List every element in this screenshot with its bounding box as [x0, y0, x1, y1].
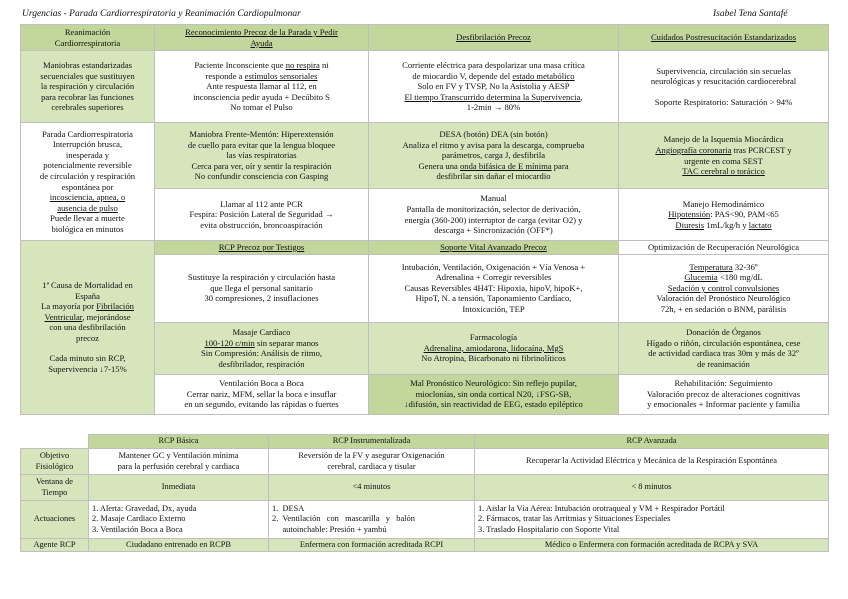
col1-header: Reanimación Cardiorrespiratoria — [21, 25, 155, 51]
agente-instr: Enfermera con formación acreditada RCPI — [269, 539, 475, 552]
document-title: Urgencias - Parada Cardiorrespiratoria y Reanimación Cardiopulmonar — [22, 9, 301, 19]
rcp-levels-table — [20, 434, 829, 552]
header-instrumentalizada: RCP Instrumentalizada — [269, 435, 475, 449]
sva-header: Soporte Vital Avanzado Precoz — [369, 241, 619, 255]
agente-basica: Ciudadano entrenado en RCPB — [89, 539, 269, 552]
col2-header: Reconocimiento Precoz de la Parada y Pedir Ayuda — [155, 25, 369, 51]
corner-empty — [21, 435, 89, 449]
actuaciones-basica: 1. Alerta: Gravedad, Dx, ayuda 2. Masaje Cardiaco Externo 3. Ventilación Boca a Boca — [89, 501, 269, 539]
rehabilitation-cell: Rehabilitación: Seguimiento Valoración precoz de alteraciones cognitivas y emocionales + Informar paciente y familia — [619, 374, 829, 414]
head-tilt-chin-lift: Maniobra Frente-Mentón: Hiperextensión de cuello para evitar que la lengua bloquee las vías respiratorias Cerca para ver, oír y sentir la respiración No confundir consciencia con Gasping — [155, 123, 369, 189]
desa-cell: DESA (botón) DEA (sin botón) Analiza el ritmo y avisa para la descarga, comprueba parámetros, carga J, desfibrila Genera una onda bifásica de E mínima para desfibrilar sin dañar el miocardio — [369, 123, 619, 189]
objetivo-basica: Mantener GC y Ventilación mínima para la perfusión cerebral y cardiaca — [89, 449, 269, 475]
agente-avanz: Médico o Enfermera con formación acreditada de RCPA y SVA — [475, 539, 829, 552]
row-label-agente: Agente RCP — [21, 539, 89, 552]
header-basica: RCP Básica — [89, 435, 269, 449]
defib-definition: Corriente eléctrica para despolarizar una masa crítica de miocardio V, depende del estado metabólico Solo en FV y TVSP, No la Asistolia y AESP El tiempo Transcurrido determina la Supervivencia, 1-2min → 80% — [369, 51, 619, 123]
neuro-prognosis-cell: Mal Pronóstico Neurológico: Sin reflejo pupilar, mioclonías, sin onda cortical N20, ↓FSG-SB, ↓difusión, sin reactividad de EEG, estado epiléptico — [369, 374, 619, 414]
manual-defib-cell: Manual Pantalla de monitorización, selector de derivación, energía (360-200) interruptor de carga (evitar O2) y descarga + Sincronización (OFF*) — [369, 189, 619, 241]
col3-header: Desfibrilación Precoz — [369, 25, 619, 51]
pharmacology-cell: Farmacología Adrenalina, amiodarona, lidocaína, MgS No Atropina, Bicarbonato ni fibrinolíticos — [369, 322, 619, 374]
objetivo-avanz: Recuperar la Actividad Eléctrica y Mecánica de la Respiración Espontánea — [475, 449, 829, 475]
call-112-cell: Llamar al 112 ante PCR Fespira: Posición Lateral de Seguridad → evita obstrucción, broncoaspiración — [155, 189, 369, 241]
bystander-rcp-cell: Sustituye la respiración y circulación hasta que llega el personal sanitario 30 compresiones, 2 insuflaciones — [155, 254, 369, 322]
mortality-cell: 1ª Causa de Mortalidad en España La mayoría por Fibrilación Ventricular, mejorándose con una desfibrilación precoz Cada minuto sin RCP, Supervivencia ↓7-15% — [21, 241, 155, 415]
recognition-cell: Paciente Inconsciente que no respira ni responde a estímulos sensoriales Ante respuesta llamar al 112, en inconsciencia pedir ayuda + Decúbito S No tomar el Pulso — [155, 51, 369, 123]
hemodynamic-management: Manejo Hemodinámico Hipotensión: PAS<90, PAM<65 Diuresis 1mL/kg/h y lactato — [619, 189, 829, 241]
row-label-ventana: Ventana de Tiempo — [21, 475, 89, 501]
ventana-basica: Inmediata — [89, 475, 269, 501]
neuro-optimization-cell: Temperatura 32-36º Glucemia <180 mg/dL Sedación y control convulsiones Valoración del Pronóstico Neurológico 72h, + en sedación o BNM, parálisis — [619, 254, 829, 322]
actuaciones-avanz: 1. Aislar la Vía Aérea: Intubación orotraqueal y VM + Respirador Portátil 2. Fármacos, tratar las Arritmias y Situaciones Especiales 3. Traslado Hospitalario con Soporte Vital — [475, 501, 829, 539]
rcp-definition: Maniobras estandarizadas secuenciales que sustituyen la respiración y circulación para recobrar las funciones cerebrales superiores — [21, 51, 155, 123]
col4-header: Cuidados Postresucitación Estandarizados — [619, 25, 829, 51]
ischemia-management: Manejo de la Isquemia Miocárdica Angiografía coronaria tras PCRCEST y urgente en coma SEST TAC cerebral o torácico — [619, 123, 829, 189]
cardiac-massage-cell: Masaje Cardíaco 100-120 c/min sin separar manos Sin Compresión: Análisis de ritmo, desfibrilador, respiración — [155, 322, 369, 374]
pcr-definition: Parada Cardiorrespiratoria Interrupción brusca, inesperada y potencialmente reversible de circulación y respiración espontánea por incosciencia, apnea, o ausencia de pulso Puede llevar a muerte biológica en minutos — [21, 123, 155, 241]
main-table — [20, 24, 829, 415]
intubation-cell: Intubación, Ventilación, Oxigenación + Vía Venosa + Adrenalina + Corregir reversibles Causas Reversibles 4H4T: Hipoxia, hipoV, hipoK+, HipoT, N. a tensión, Taponamiento Cardíaco, Intoxicación, TEP — [369, 254, 619, 322]
organ-donation-cell: Donación de Órganos Hígado o riñón, circulación espontánea, cese de actividad cardiaca tras 30m y más de 32º de reanimación — [619, 322, 829, 374]
ventana-avanz: < 8 minutos — [475, 475, 829, 501]
mouth-to-mouth-cell: Ventilación Boca a Boca Cerrar nariz, MFM, sellar la boca e insuflar en un segundo, evitando las rápidas o fuertes — [155, 374, 369, 414]
bystander-rcp-header: RCP Precoz por Testigos — [155, 241, 369, 255]
objetivo-instr: Reversión de la FV y asegurar Oxigenación cerebral, cardiaca y tisular — [269, 449, 475, 475]
row-label-actuaciones: Actuaciones — [21, 501, 89, 539]
row-label-objetivo: Objetivo Fisiológico — [21, 449, 89, 475]
ventana-instr: <4 minutos — [269, 475, 475, 501]
actuaciones-instr: 1. DESA 2. Ventilación con mascarilla y balón autoinchable: Presión + yambú — [269, 501, 475, 539]
post-resuscitation-goals: Supervivencia, circulación sin secuelas neurológicas y resucitación cardiocerebral Soporte Respiratorio: Saturación > 94% — [619, 51, 829, 123]
header-avanzada: RCP Avanzada — [475, 435, 829, 449]
author-name: Isabel Tena Santafé — [713, 9, 788, 19]
neuro-optimization-title: Optimización de Recuperación Neurológica — [619, 241, 829, 255]
